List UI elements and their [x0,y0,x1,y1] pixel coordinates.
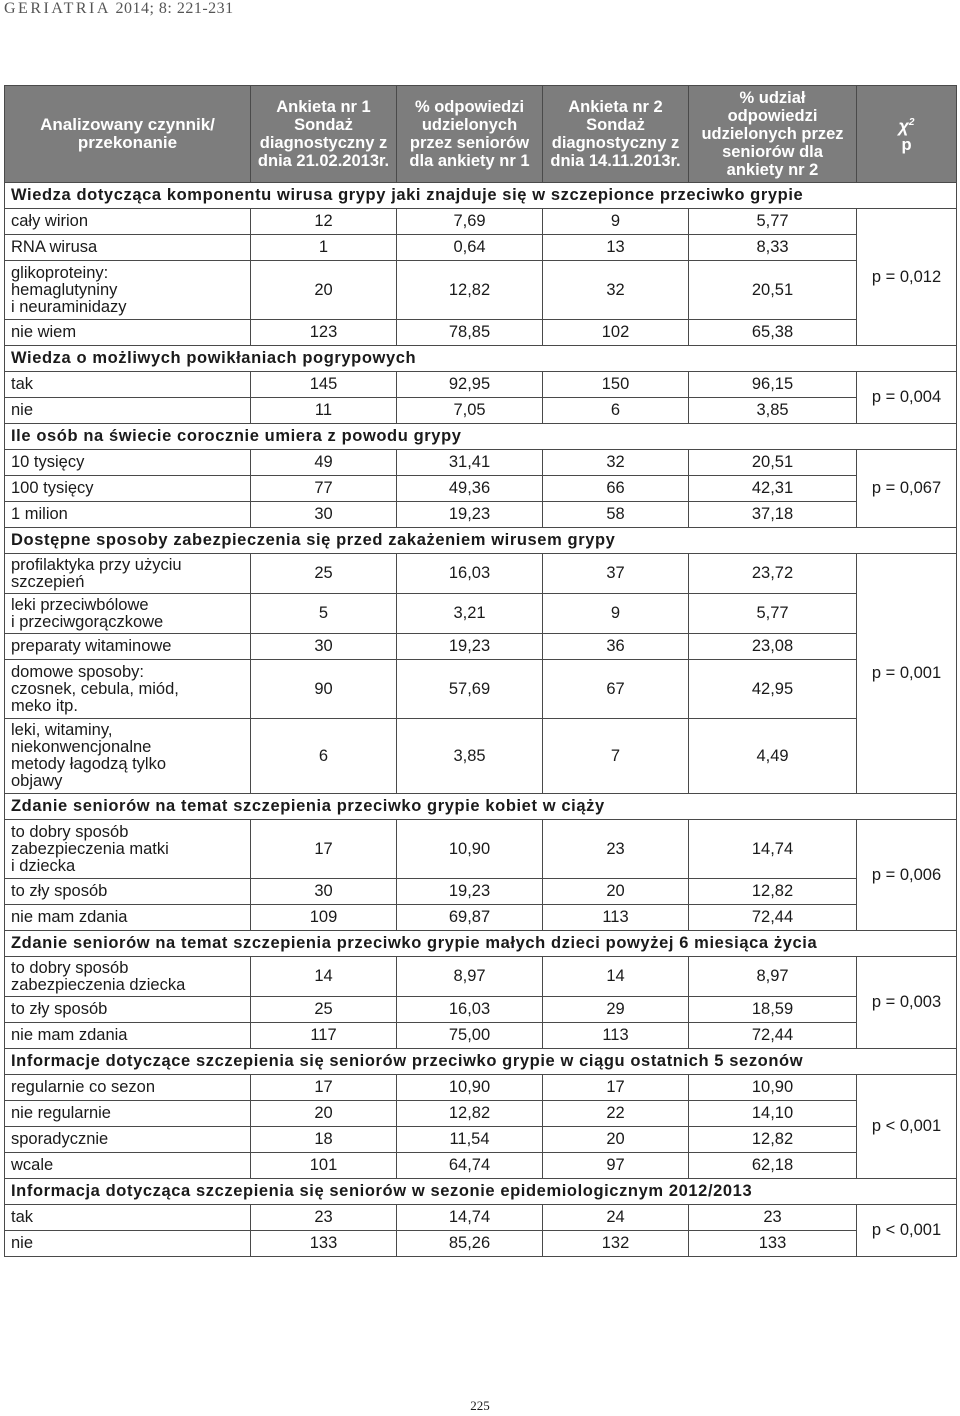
section-header-row [5,346,957,372]
row-label: preparaty witaminowe [5,634,251,660]
row-label: leki, witaminy, niekonwencjonalne metody łagodzą tylko objawy [5,719,251,794]
row-label: nie mam zdania [5,1023,251,1049]
survey1-percent: 57,69 [397,660,543,719]
survey1-count: 18 [251,1127,397,1153]
table-row [5,320,957,346]
chi-square-symbol: $\chi^2$ [898,116,915,136]
row-label: domowe sposoby: czosnek, cebula, miód, meko itp. [5,660,251,719]
survey1-percent: 3,21 [397,594,543,634]
table-row [5,1153,957,1179]
section-title: Wiedza o możliwych powikłaniach pogrypowych [5,346,957,372]
survey2-count: 36 [543,634,689,660]
row-label: sporadycznie [5,1127,251,1153]
survey1-count: 17 [251,1075,397,1101]
survey2-count: 113 [543,905,689,931]
row-label: nie [5,398,251,424]
section-header-row [5,794,957,820]
row-label: profilaktyka przy użyciu szczepień [5,554,251,594]
survey1-count: 90 [251,660,397,719]
row-label: 100 tysięcy [5,476,251,502]
survey2-percent: 133 [689,1231,857,1257]
survey2-count: 20 [543,1127,689,1153]
survey1-percent: 12,82 [397,261,543,320]
survey1-percent: 16,03 [397,997,543,1023]
table-row [5,1101,957,1127]
section-header-row [5,1179,957,1205]
survey2-count: 24 [543,1205,689,1231]
survey2-percent: 96,15 [689,372,857,398]
survey1-percent: 19,23 [397,634,543,660]
survey2-count: 22 [543,1101,689,1127]
survey2-percent: 42,31 [689,476,857,502]
survey2-count: 150 [543,372,689,398]
row-label: to zły sposób [5,879,251,905]
survey-table [4,85,957,1257]
survey2-percent: 23 [689,1205,857,1231]
header-survey1: Ankieta nr 1 Sondaż diagnostyczny z dnia 21.02.2013r. [251,86,397,183]
section-header-row [5,528,957,554]
section-title: Informacja dotycząca szczepienia się seniorów w sezonie epidemiologicznym 2012/2013 [5,1179,957,1205]
survey1-percent: 3,85 [397,719,543,794]
survey2-count: 102 [543,320,689,346]
survey1-percent: 75,00 [397,1023,543,1049]
survey2-percent: 5,77 [689,209,857,235]
survey1-percent: 0,64 [397,235,543,261]
survey1-percent: 92,95 [397,372,543,398]
survey1-count: 117 [251,1023,397,1049]
section-header-row [5,1049,957,1075]
survey2-percent: 23,72 [689,554,857,594]
row-label: regularnie co sezon [5,1075,251,1101]
survey2-count: 67 [543,660,689,719]
table-row [5,719,957,794]
survey1-percent: 85,26 [397,1231,543,1257]
p-value: p = 0,001 [857,554,957,794]
p-value: p = 0,003 [857,957,957,1049]
table-row [5,502,957,528]
row-label: leki przeciwbólowe i przeciwgorączkowe [5,594,251,634]
survey2-count: 23 [543,820,689,879]
survey1-count: 14 [251,957,397,997]
survey1-count: 30 [251,502,397,528]
header-pct2: % udział odpowiedzi udzielonych przez seniorów dla ankiety nr 2 [689,86,857,183]
section-title: Wiedza dotycząca komponentu wirusa grypy jaki znajduje się w szczepionce przeciwko grypie [5,183,957,209]
survey1-count: 145 [251,372,397,398]
survey1-count: 6 [251,719,397,794]
table-row [5,660,957,719]
survey1-count: 25 [251,997,397,1023]
row-label: nie regularnie [5,1101,251,1127]
survey1-count: 25 [251,554,397,594]
p-value: p = 0,006 [857,820,957,931]
survey2-percent: 72,44 [689,1023,857,1049]
survey2-count: 113 [543,1023,689,1049]
table-row [5,235,957,261]
survey2-percent: 18,59 [689,997,857,1023]
survey2-count: 20 [543,879,689,905]
survey1-percent: 69,87 [397,905,543,931]
section-title: Ile osób na świecie corocznie umiera z powodu grypy [5,424,957,450]
survey1-count: 49 [251,450,397,476]
table-row [5,997,957,1023]
survey2-percent: 65,38 [689,320,857,346]
row-label: nie mam zdania [5,905,251,931]
table-row [5,476,957,502]
row-label: wcale [5,1153,251,1179]
table-row [5,261,957,320]
header-chi-p [857,86,957,183]
row-label: cały wirion [5,209,251,235]
header-pct1: % odpowiedzi udzielonych przez seniorów dla ankiety nr 1 [397,86,543,183]
row-label: glikoproteiny: hemaglutyniny i neuraminidazy [5,261,251,320]
p-value: p < 0,001 [857,1075,957,1179]
table-row [5,1231,957,1257]
survey1-count: 30 [251,879,397,905]
survey1-percent: 10,90 [397,1075,543,1101]
section-title: Zdanie seniorów na temat szczepienia przeciwko grypie małych dzieci powyżej 6 miesiąca życia [5,931,957,957]
header-factor: Analizowany czynnik/ przekonanie [5,86,251,183]
table-row [5,398,957,424]
row-label: nie wiem [5,320,251,346]
survey2-percent: 3,85 [689,398,857,424]
survey2-percent: 8,97 [689,957,857,997]
survey1-percent: 11,54 [397,1127,543,1153]
survey2-count: 32 [543,450,689,476]
table-row [5,1127,957,1153]
running-head [4,0,234,18]
survey2-count: 7 [543,719,689,794]
survey1-count: 5 [251,594,397,634]
row-label: tak [5,372,251,398]
section-title: Zdanie seniorów na temat szczepienia przeciwko grypie kobiet w ciąży [5,794,957,820]
survey2-count: 132 [543,1231,689,1257]
survey2-count: 9 [543,594,689,634]
row-label: RNA wirusa [5,235,251,261]
table-row [5,879,957,905]
row-label: 10 tysięcy [5,450,251,476]
survey1-percent: 19,23 [397,879,543,905]
table-row [5,1205,957,1231]
table-row [5,634,957,660]
table-row [5,594,957,634]
table-row [5,905,957,931]
row-label: to zły sposób [5,997,251,1023]
survey1-count: 17 [251,820,397,879]
survey2-percent: 62,18 [689,1153,857,1179]
p-value: p = 0,004 [857,372,957,424]
survey1-percent: 7,05 [397,398,543,424]
survey1-percent: 78,85 [397,320,543,346]
survey2-percent: 20,51 [689,261,857,320]
section-header-row [5,931,957,957]
citation: 2014; 8: 221-231 [115,0,234,17]
section-header-row [5,183,957,209]
header-row [5,86,957,183]
journal-name: GERIATRIA [4,0,111,17]
section-title: Informacje dotyczące szczepienia się seniorów przeciwko grypie w ciągu ostatnich 5 sezonów [5,1049,957,1075]
p-value: p = 0,012 [857,209,957,346]
table-row [5,820,957,879]
survey1-percent: 8,97 [397,957,543,997]
survey1-count: 109 [251,905,397,931]
survey1-count: 133 [251,1231,397,1257]
survey2-count: 6 [543,398,689,424]
survey1-count: 12 [251,209,397,235]
table-row [5,1075,957,1101]
survey1-count: 20 [251,261,397,320]
survey1-count: 1 [251,235,397,261]
survey1-percent: 14,74 [397,1205,543,1231]
header-survey2: Ankieta nr 2 Sondaż diagnostyczny z dnia 14.11.2013r. [543,86,689,183]
p-value: p < 0,001 [857,1205,957,1257]
survey2-percent: 10,90 [689,1075,857,1101]
survey2-count: 17 [543,1075,689,1101]
p-value: p = 0,067 [857,450,957,528]
table-row [5,450,957,476]
table-row [5,554,957,594]
survey2-percent: 42,95 [689,660,857,719]
table-row [5,1023,957,1049]
survey2-percent: 12,82 [689,1127,857,1153]
survey2-count: 13 [543,235,689,261]
survey1-count: 77 [251,476,397,502]
survey1-count: 20 [251,1101,397,1127]
row-label: 1 milion [5,502,251,528]
section-title: Dostępne sposoby zabezpieczenia się przed zakażeniem wirusem grypy [5,528,957,554]
survey2-percent: 8,33 [689,235,857,261]
survey2-percent: 23,08 [689,634,857,660]
row-label: tak [5,1205,251,1231]
survey2-count: 66 [543,476,689,502]
row-label: to dobry sposób zabezpieczenia dziecka [5,957,251,997]
survey1-count: 30 [251,634,397,660]
survey1-percent: 16,03 [397,554,543,594]
survey2-percent: 20,51 [689,450,857,476]
table-body [5,183,957,1257]
survey2-percent: 72,44 [689,905,857,931]
survey1-percent: 31,41 [397,450,543,476]
survey1-count: 11 [251,398,397,424]
survey2-count: 37 [543,554,689,594]
survey2-percent: 14,74 [689,820,857,879]
survey1-count: 101 [251,1153,397,1179]
survey2-count: 32 [543,261,689,320]
table-row [5,957,957,997]
p-symbol: p [901,136,912,154]
survey1-percent: 10,90 [397,820,543,879]
section-header-row [5,424,957,450]
survey1-percent: 64,74 [397,1153,543,1179]
survey2-percent: 4,49 [689,719,857,794]
survey2-count: 14 [543,957,689,997]
page-number: 225 [470,1398,490,1413]
survey2-percent: 37,18 [689,502,857,528]
survey1-percent: 19,23 [397,502,543,528]
survey1-count: 123 [251,320,397,346]
survey2-count: 9 [543,209,689,235]
survey1-percent: 12,82 [397,1101,543,1127]
row-label: to dobry sposób zabezpieczenia matki i dziecka [5,820,251,879]
survey1-percent: 49,36 [397,476,543,502]
row-label: nie [5,1231,251,1257]
survey2-percent: 12,82 [689,879,857,905]
table-row [5,209,957,235]
survey2-percent: 14,10 [689,1101,857,1127]
survey2-count: 97 [543,1153,689,1179]
table-row [5,372,957,398]
survey2-percent: 5,77 [689,594,857,634]
survey2-count: 29 [543,997,689,1023]
survey2-count: 58 [543,502,689,528]
survey1-count: 23 [251,1205,397,1231]
survey1-percent: 7,69 [397,209,543,235]
